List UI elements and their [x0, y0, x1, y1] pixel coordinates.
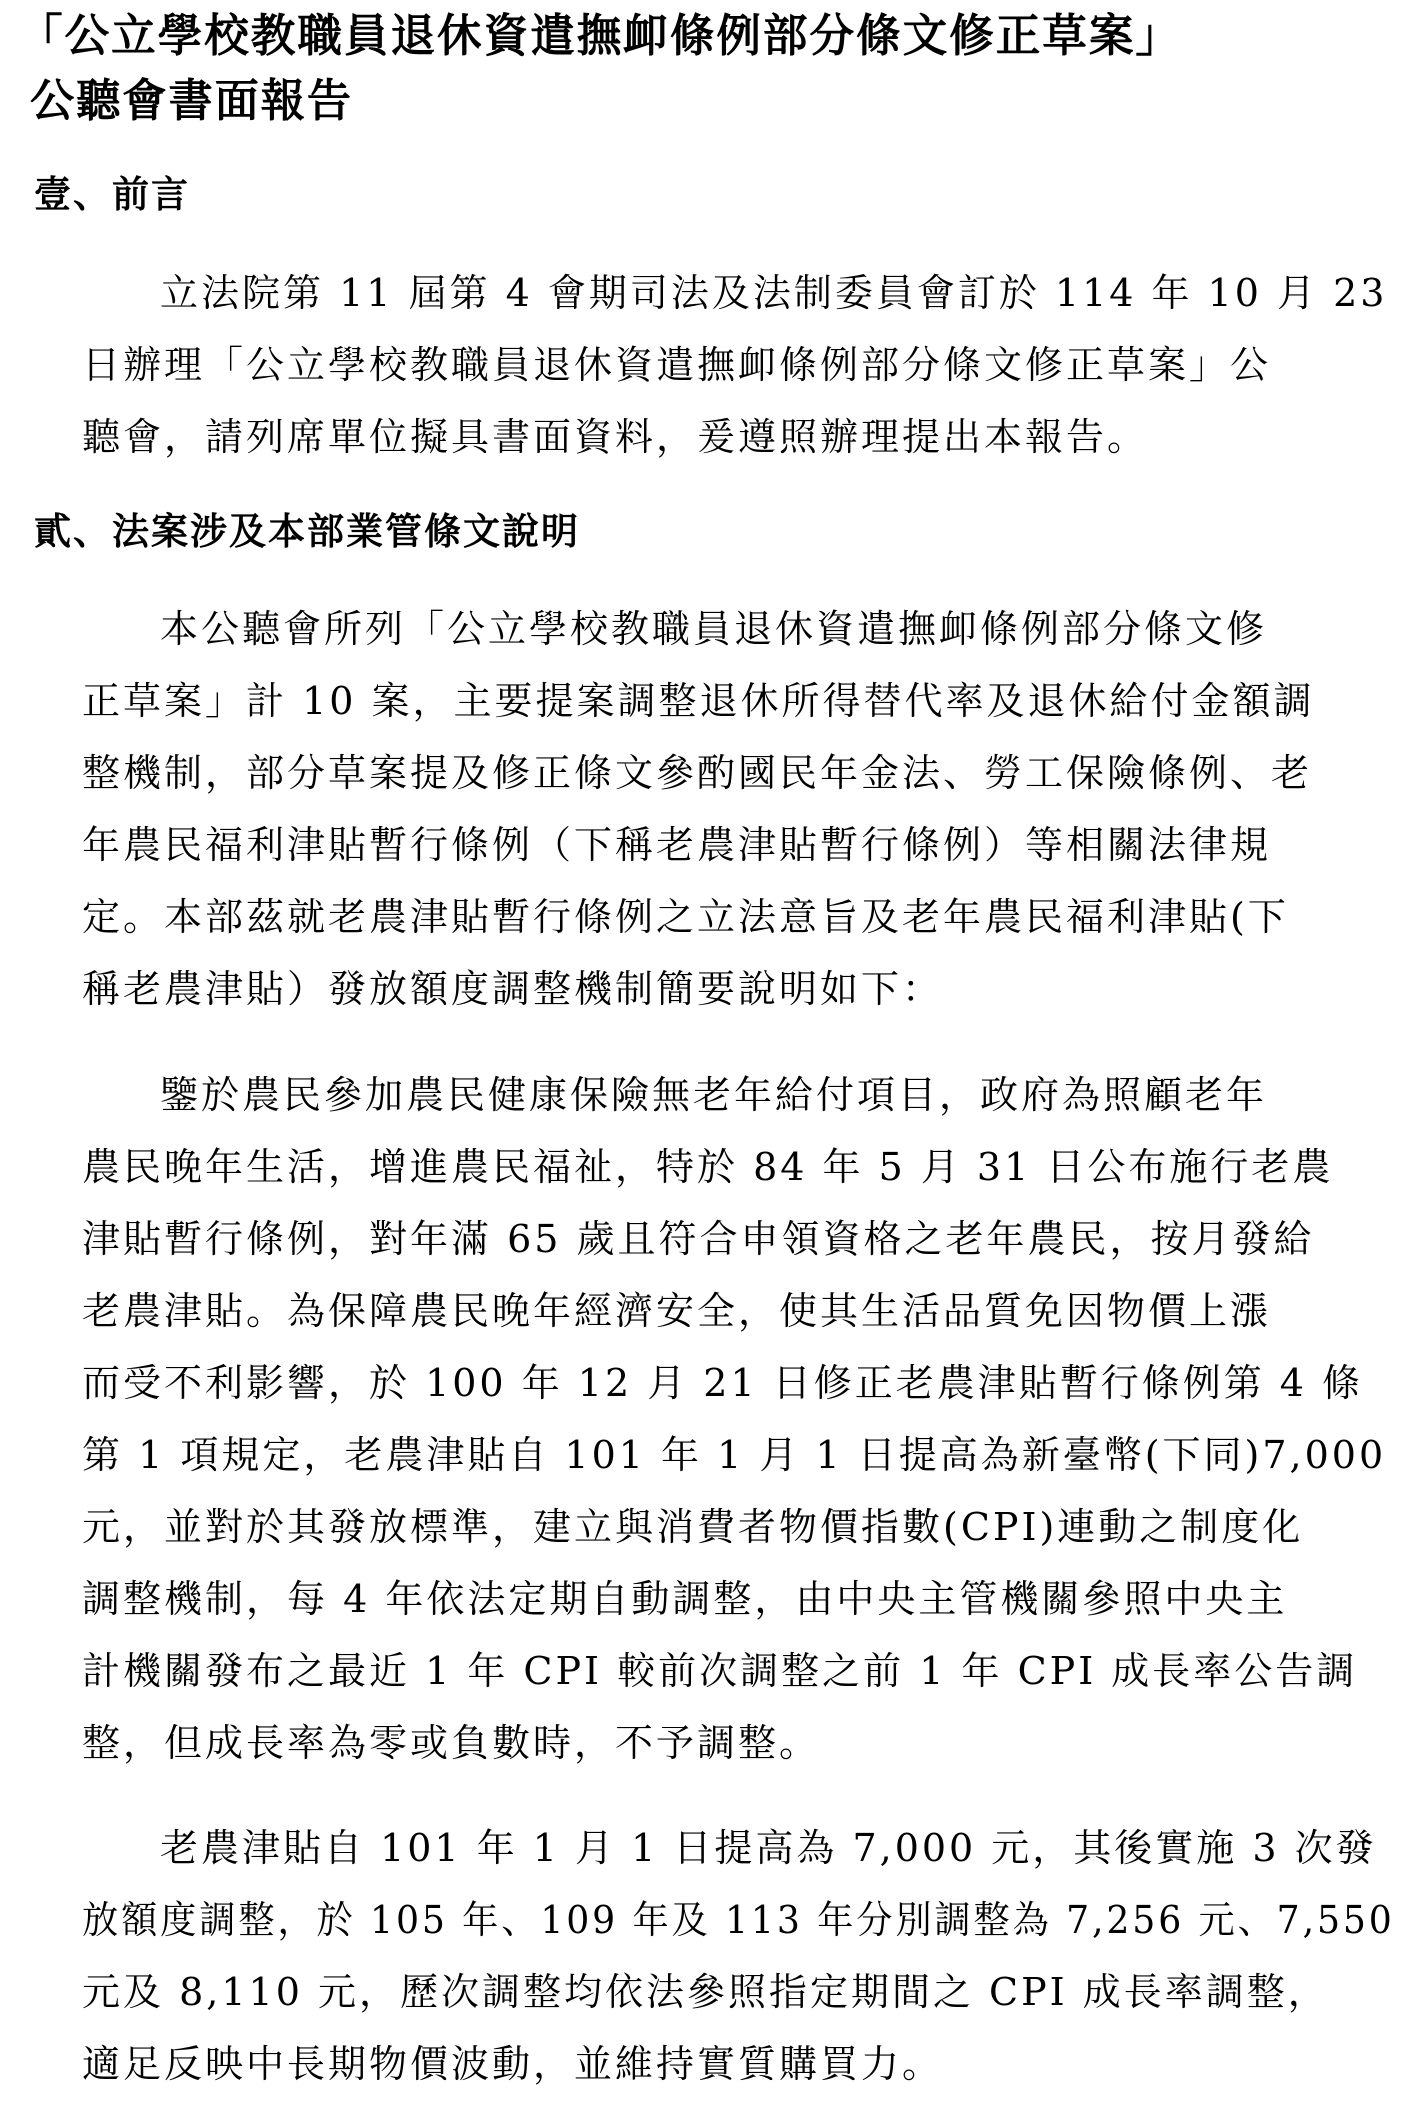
- paragraph-2-line: 第 1 項規定，老農津貼自 101 年 1 月 1 日提高為新臺幣(下同)7,000: [82, 1433, 1387, 1477]
- section-1-line: 立法院第 11 屆第 4 會期司法及法制委員會訂於 114 年 10 月 23: [160, 271, 1388, 315]
- paragraph-2-line: 元，並對於其發放標準，建立與消費者物價指數(CPI)連動之制度化: [82, 1505, 1304, 1549]
- paragraph-1-line: 年農民福利津貼暫行條例（下稱老農津貼暫行條例）等相關法律規: [82, 823, 1272, 867]
- paragraph-2-line: 而受不利影響，於 100 年 12 月 21 日修正老農津貼暫行條例第 4 條: [82, 1361, 1364, 1405]
- paragraph-3-line: 元及 8,110 元，歷次調整均依法參照指定期間之 CPI 成長率調整，: [82, 1970, 1329, 2014]
- paragraph-3-line: 老農津貼自 101 年 1 月 1 日提高為 7,000 元，其後實施 3 次發: [160, 1826, 1377, 1870]
- section-1-line: 聽會，請列席單位擬具書面資料，爰遵照辦理提出本報告。: [82, 415, 1149, 459]
- paragraph-1-line: 本公聽會所列「公立學校教職員退休資遣撫卹條例部分條文修: [160, 607, 1268, 651]
- paragraph-2-line: 老農津貼。為保障農民晚年經濟安全，使其生活品質免因物價上漲: [82, 1289, 1272, 1333]
- section-2-heading: 貳、法案涉及本部業管條文說明: [34, 510, 580, 553]
- paragraph-1-line: 稱老農津貼）發放額度調整機制簡要說明如下：: [82, 967, 944, 1011]
- document-title-line-1: 「公立學校教職員退休資遣撫卹條例部分條文修正草案」: [18, 9, 1182, 62]
- paragraph-2-line: 農民晚年生活，增進農民福祉，特於 84 年 5 月 31 日公布施行老農: [82, 1145, 1334, 1189]
- paragraph-2-line: 鑒於農民參加農民健康保險無老年給付項目，政府為照顧老年: [160, 1073, 1268, 1117]
- section-1-line: 日辦理「公立學校教職員退休資遣撫卹條例部分條文修正草案」公: [82, 343, 1272, 387]
- paragraph-1-line: 整機制，部分草案提及修正條文參酌國民年金法、勞工保險條例、老: [82, 751, 1313, 795]
- paragraph-1-line: 正草案」計 10 案，主要提案調整退休所得替代率及退休給付金額調: [82, 679, 1315, 723]
- paragraph-2-line: 調整機制，每 4 年依法定期自動調整，由中央主管機關參照中央主: [82, 1577, 1288, 1621]
- paragraph-1-line: 定。本部茲就老農津貼暫行條例之立法意旨及老年農民福利津貼(下: [82, 895, 1289, 939]
- paragraph-2-line: 整，但成長率為零或負數時，不予調整。: [82, 1721, 821, 1765]
- paragraph-2-line: 計機關發布之最近 1 年 CPI 較前次調整之前 1 年 CPI 成長率公告調: [82, 1649, 1358, 1693]
- paragraph-3-line: 放額度調整，於 105 年、109 年及 113 年分別調整為 7,256 元、7,550: [82, 1898, 1395, 1942]
- document-title-line-2: 公聽會書面報告: [30, 74, 354, 127]
- paragraph-2-line: 津貼暫行條例，對年滿 65 歲且符合申領資格之老年農民，按月發給: [82, 1217, 1315, 1261]
- paragraph-3-line: 適足反映中長期物價波動，並維持實質購買力。: [82, 2042, 944, 2086]
- section-1-heading: 壹、前言: [34, 173, 190, 216]
